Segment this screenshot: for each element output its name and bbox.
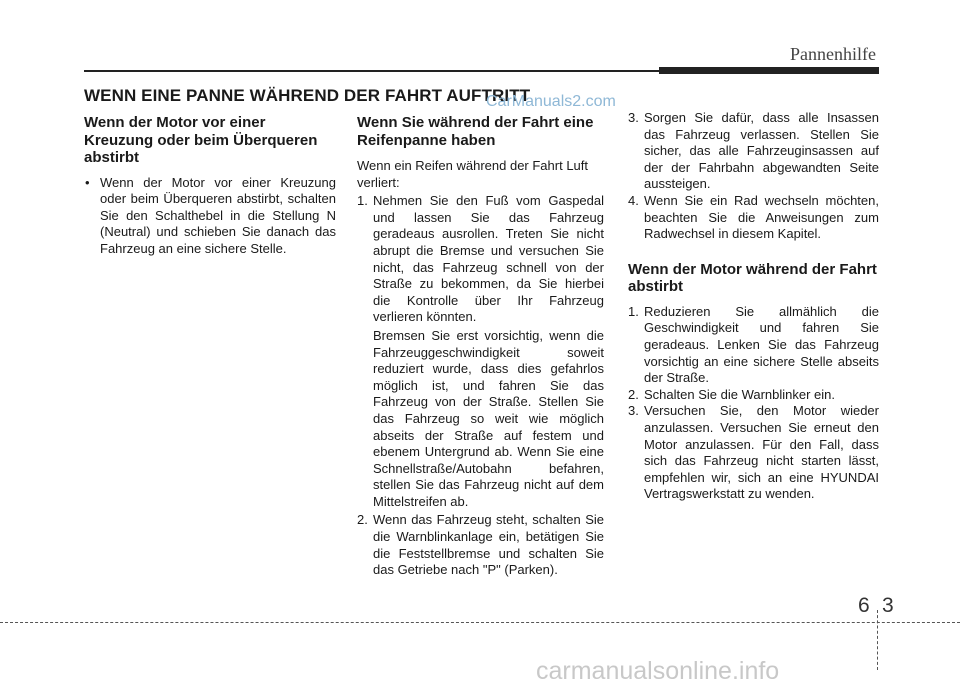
column-1 bbox=[84, 114, 336, 257]
list-item bbox=[628, 403, 879, 503]
list-number: 3. bbox=[628, 110, 639, 125]
heading-motor-kreuzung: Wenn der Motor vor einer Kreuzung oder beim Überqueren abstirbt bbox=[84, 114, 318, 166]
list-item bbox=[628, 193, 879, 243]
footer-site-watermark: carmanualsonline.info bbox=[536, 657, 780, 685]
list-item-text: Wenn der Motor vor einer Kreuzung oder beim Überqueren abstirbt, schalten Sie den Schalthebel in die Stellung N (Neutral) und schieben Sie danach das Fahrzeug an eine sichere Stelle. bbox=[100, 174, 336, 256]
header-rule-thick bbox=[659, 67, 879, 74]
section-title: WENN EINE PANNE WÄHREND DER FAHRT AUFTRITT bbox=[84, 86, 531, 105]
intro-text: Wenn ein Reifen während der Fahrt Luft verliert: bbox=[357, 158, 589, 190]
chapter-title: Pannenhilfe bbox=[790, 44, 876, 64]
list-number: 2. bbox=[628, 386, 639, 402]
list-item-continuation: Bremsen Sie erst vorsichtig, wenn die Fahrzeuggeschwindigkeit soweit reduziert wurde, dass dies gefahrlos möglich ist, und fahren Sie das Fahrzeug von der Straße. Stellen Sie das Fahrzeug so weit wie möglich abseits der Straße auf festem und ebenem Untergrund ab. Wenn Sie eine Schnellstraße/Autobahn befahren, stellen Sie das Fahrzeug nicht auf dem Mittelstreifen ab. bbox=[373, 327, 604, 509]
page-number: 3 bbox=[882, 594, 894, 617]
list-item bbox=[357, 193, 604, 326]
list-item-text: Wenn Sie ein Rad wechseln möchten, beachten Sie die Anweisungen zum Radwechsel in diesem Kapitel. bbox=[644, 192, 879, 242]
list-item-text: Schalten Sie die Warnblinker ein. bbox=[644, 386, 836, 402]
header-rule-thin bbox=[84, 70, 659, 72]
footer-dashed-line bbox=[0, 622, 960, 623]
list-item bbox=[628, 304, 879, 387]
page-number-separator bbox=[877, 610, 878, 670]
list-item-text: Reduzieren Sie allmählich die Geschwindigkeit und fahren Sie geradeaus. Lenken Sie das Fahrzeug vorsichtig an eine sichere Stelle abseits der Straße. bbox=[644, 303, 879, 386]
list-item-text: Sorgen Sie dafür, dass alle Insassen das Fahrzeug verlassen. Stellen Sie sicher, das alle Fahrzeuginsassen auf der der Fahrbahn abgewandten Seite aussteigen. bbox=[644, 110, 879, 192]
list-item bbox=[628, 387, 879, 404]
list-number: 4. bbox=[628, 192, 639, 208]
list-number: 1. bbox=[357, 193, 368, 209]
chapter-number: 6 bbox=[858, 594, 870, 617]
list-item-text: Versuchen Sie, den Motor wieder anzulassen. Versuchen Sie erneut den Motor anzulassen. Für den Fall, dass sich das Fahrzeug nicht starten lässt, empfehlen wir, sich an eine HYUNDAI Vertragswerkstatt zu wenden. bbox=[644, 403, 879, 502]
list-number: 3. bbox=[628, 403, 639, 419]
list-item bbox=[357, 512, 604, 578]
heading-reifenpanne: Wenn Sie während der Fahrt eine Reifenpanne haben bbox=[357, 114, 594, 149]
column-2 bbox=[357, 114, 604, 579]
list-number: 1. bbox=[628, 303, 639, 319]
list-number: 2. bbox=[357, 512, 368, 528]
list-item bbox=[628, 110, 879, 193]
column-3 bbox=[628, 110, 879, 503]
list-item-text: Nehmen Sie den Fuß vom Gaspedal und lassen Sie das Fahrzeug geradeaus ausrollen. Treten Sie nicht abrupt die Bremse und versuchen Sie nicht, das Fahrzeug schnell von der Straße zu bekommen, da Sie hierbei die Kontrolle über Ihr Fahrzeug verlieren könnten. bbox=[373, 193, 604, 325]
list-item-text: Wenn das Fahrzeug steht, schalten Sie die Warnblinkanlage ein, betätigen Sie die Feststellbremse und schalten Sie das Getriebe nach "P" (Parken). bbox=[373, 512, 604, 578]
bullet-marker: • bbox=[85, 174, 90, 190]
list-item bbox=[84, 175, 336, 258]
watermark: CarManuals2.com bbox=[486, 93, 616, 110]
heading-motor-fahrt: Wenn der Motor während der Fahrt abstirbt bbox=[628, 260, 877, 296]
